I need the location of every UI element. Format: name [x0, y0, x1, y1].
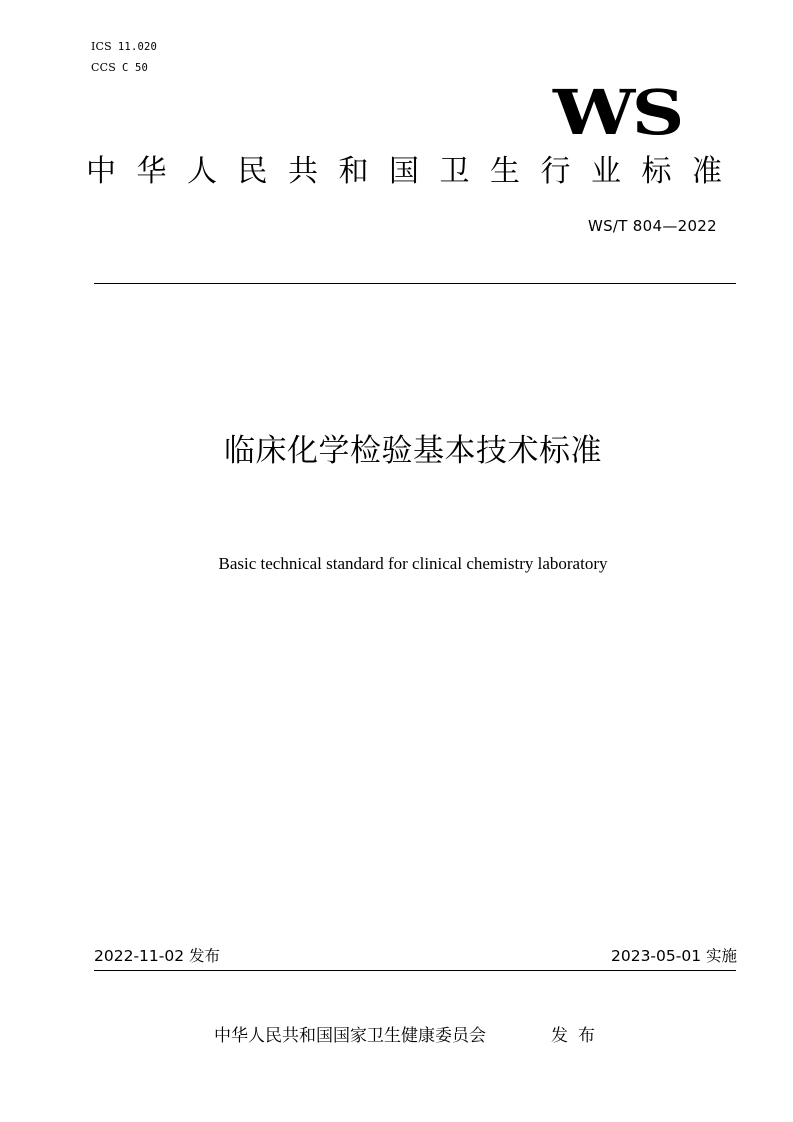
- header-divider: [94, 283, 736, 284]
- ccs-code: C 50: [121, 62, 149, 74]
- document-title-english: Basic technical standard for clinical chemistry laboratory: [218, 554, 608, 573]
- publish-date: 2022-11-02 发布: [94, 947, 221, 965]
- document-title-chinese: 临床化学检验基本技术标准: [224, 433, 602, 469]
- issue-label: 发布: [551, 1026, 605, 1046]
- ics-code: 11.020: [117, 41, 158, 53]
- effective-date: 2023-05-01 实施: [610, 947, 737, 965]
- standard-category: 中华人民共和国卫生行业标准: [86, 154, 743, 189]
- ccs-classification: [91, 61, 148, 74]
- issuing-authority: 中华人民共和国国家卫生健康委员会: [214, 1026, 486, 1046]
- ics-label: ICS: [91, 40, 112, 53]
- footer-divider: [94, 970, 736, 971]
- ccs-label: CCS: [91, 61, 116, 74]
- standard-number: WS/T 804—2022: [587, 217, 717, 235]
- ws-logo: WS: [553, 76, 681, 149]
- ics-classification: [91, 40, 157, 53]
